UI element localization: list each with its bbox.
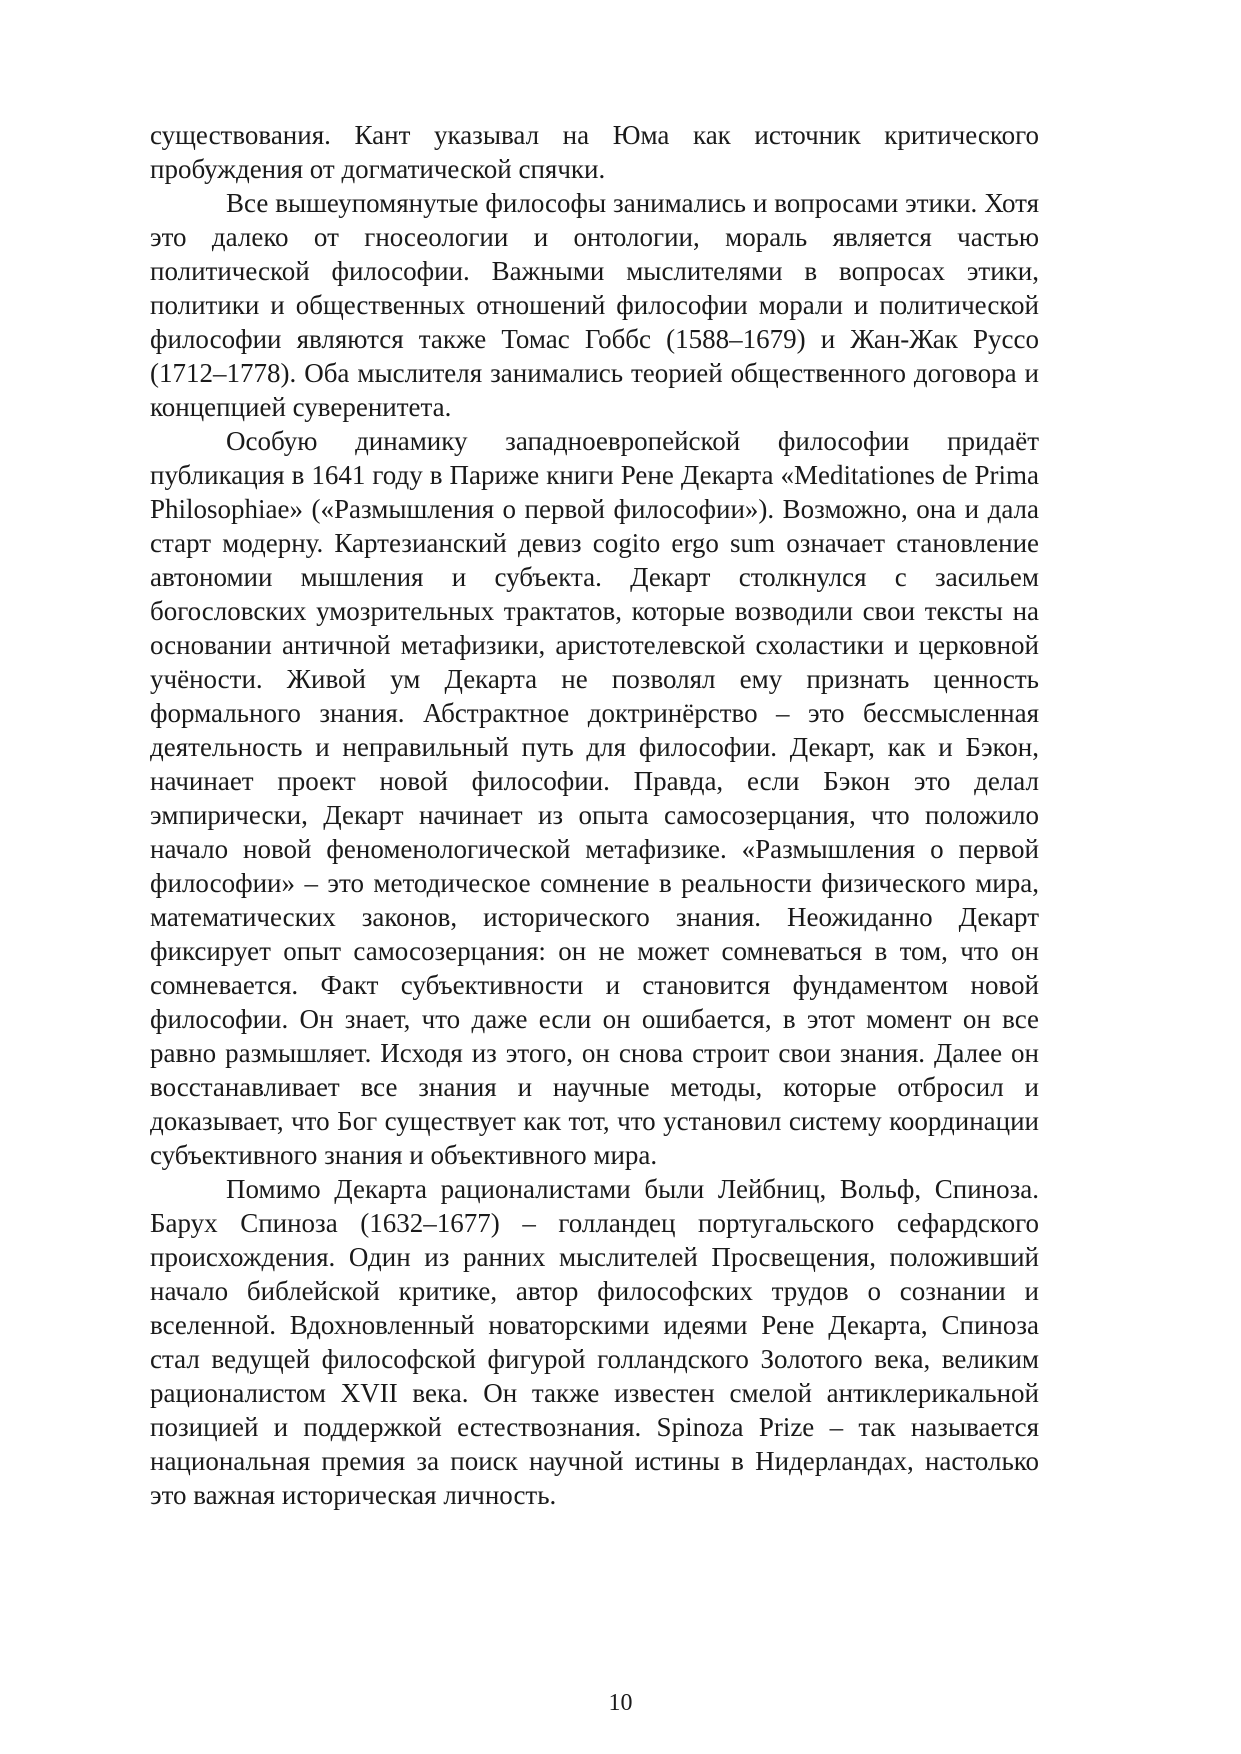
paragraph-3: Особую динамику западноевропейской философии придаёт публикация в 1641 году в Париже книги Рене Декарта «Meditationes de Prima Philosophiae» («Размышления о первой философии»). Возможно, она и дала старт модерну. Картезианский девиз cogito ergo sum означает становление автономии мышления и субъекта. Декарт столкнулся с засильем богословских умозрительных трактатов, которые возводили свои тексты на основании античной метафизики, аристотелевской схоластики и церковной учёности. Живой ум Декарта не позволял ему признать ценность формального знания. Абстрактное доктринёрство – это бессмысленная деятельность и неправильный путь для философии. Декарт, как и Бэкон, начинает проект новой философии. Правда, если Бэкон это делал эмпирически, Декарт начинает из опыта самосозерцания, что положило начало новой феноменологической метафизике. «Размышления о первой философии» – это методическое сомнение в реальности физического мира, математических законов, исторического знания. Неожиданно Декарт фиксирует опыт самосозерцания: он не может сомневаться в том, что он сомневается. Факт субъективности и становится фундаментом новой философии. Он знает, что даже если он ошибается, в этот момент он все равно размышляет. Исходя из этого, он снова строит свои знания. Далее он восстанавливает все знания и научные методы, которые отбросил и доказывает, что Бог существует как тот, что установил систему координации субъективного знания и объективного мира.: [150, 426, 1039, 1170]
paragraph-2: Все вышеупомянутые философы занимались и вопросами этики. Хотя это далеко от гносеологии и онтологии, мораль является частью политической философии. Важными мыслителями в вопросах этики, политики и общественных отношений философии морали и политической философии являются также Томас Гоббс (1588–1679) и Жан-Жак Руссо (1712–1778). Оба мыслителя занимались теорией общественного договора и концепцией суверенитета.: [150, 188, 1039, 422]
paragraph-1: существования. Кант указывал на Юма как источник критического пробуждения от догматической спячки.: [150, 120, 1039, 184]
paragraph-4: Помимо Декарта рационалистами были Лейбниц, Вольф, Спиноза. Барух Спиноза (1632–1677) – голландец португальского сефардского происхождения. Один из ранних мыслителей Просвещения, положивший начало библейской критике, автор философских трудов о сознании и вселенной. Вдохновленный новаторскими идеями Рене Декарта, Спиноза стал ведущей философской фигурой голландского Золотого века, великим рационалистом XVII века. Он также известен смелой антиклерикальной позицией и поддержкой естествознания. Spinoza Prize – так называется национальная премия за поиск научной истины в Нидерландах, настолько это важная историческая личность.: [150, 1174, 1039, 1510]
page-number: 10: [608, 1690, 633, 1716]
page-body: [150, 118, 1039, 1512]
